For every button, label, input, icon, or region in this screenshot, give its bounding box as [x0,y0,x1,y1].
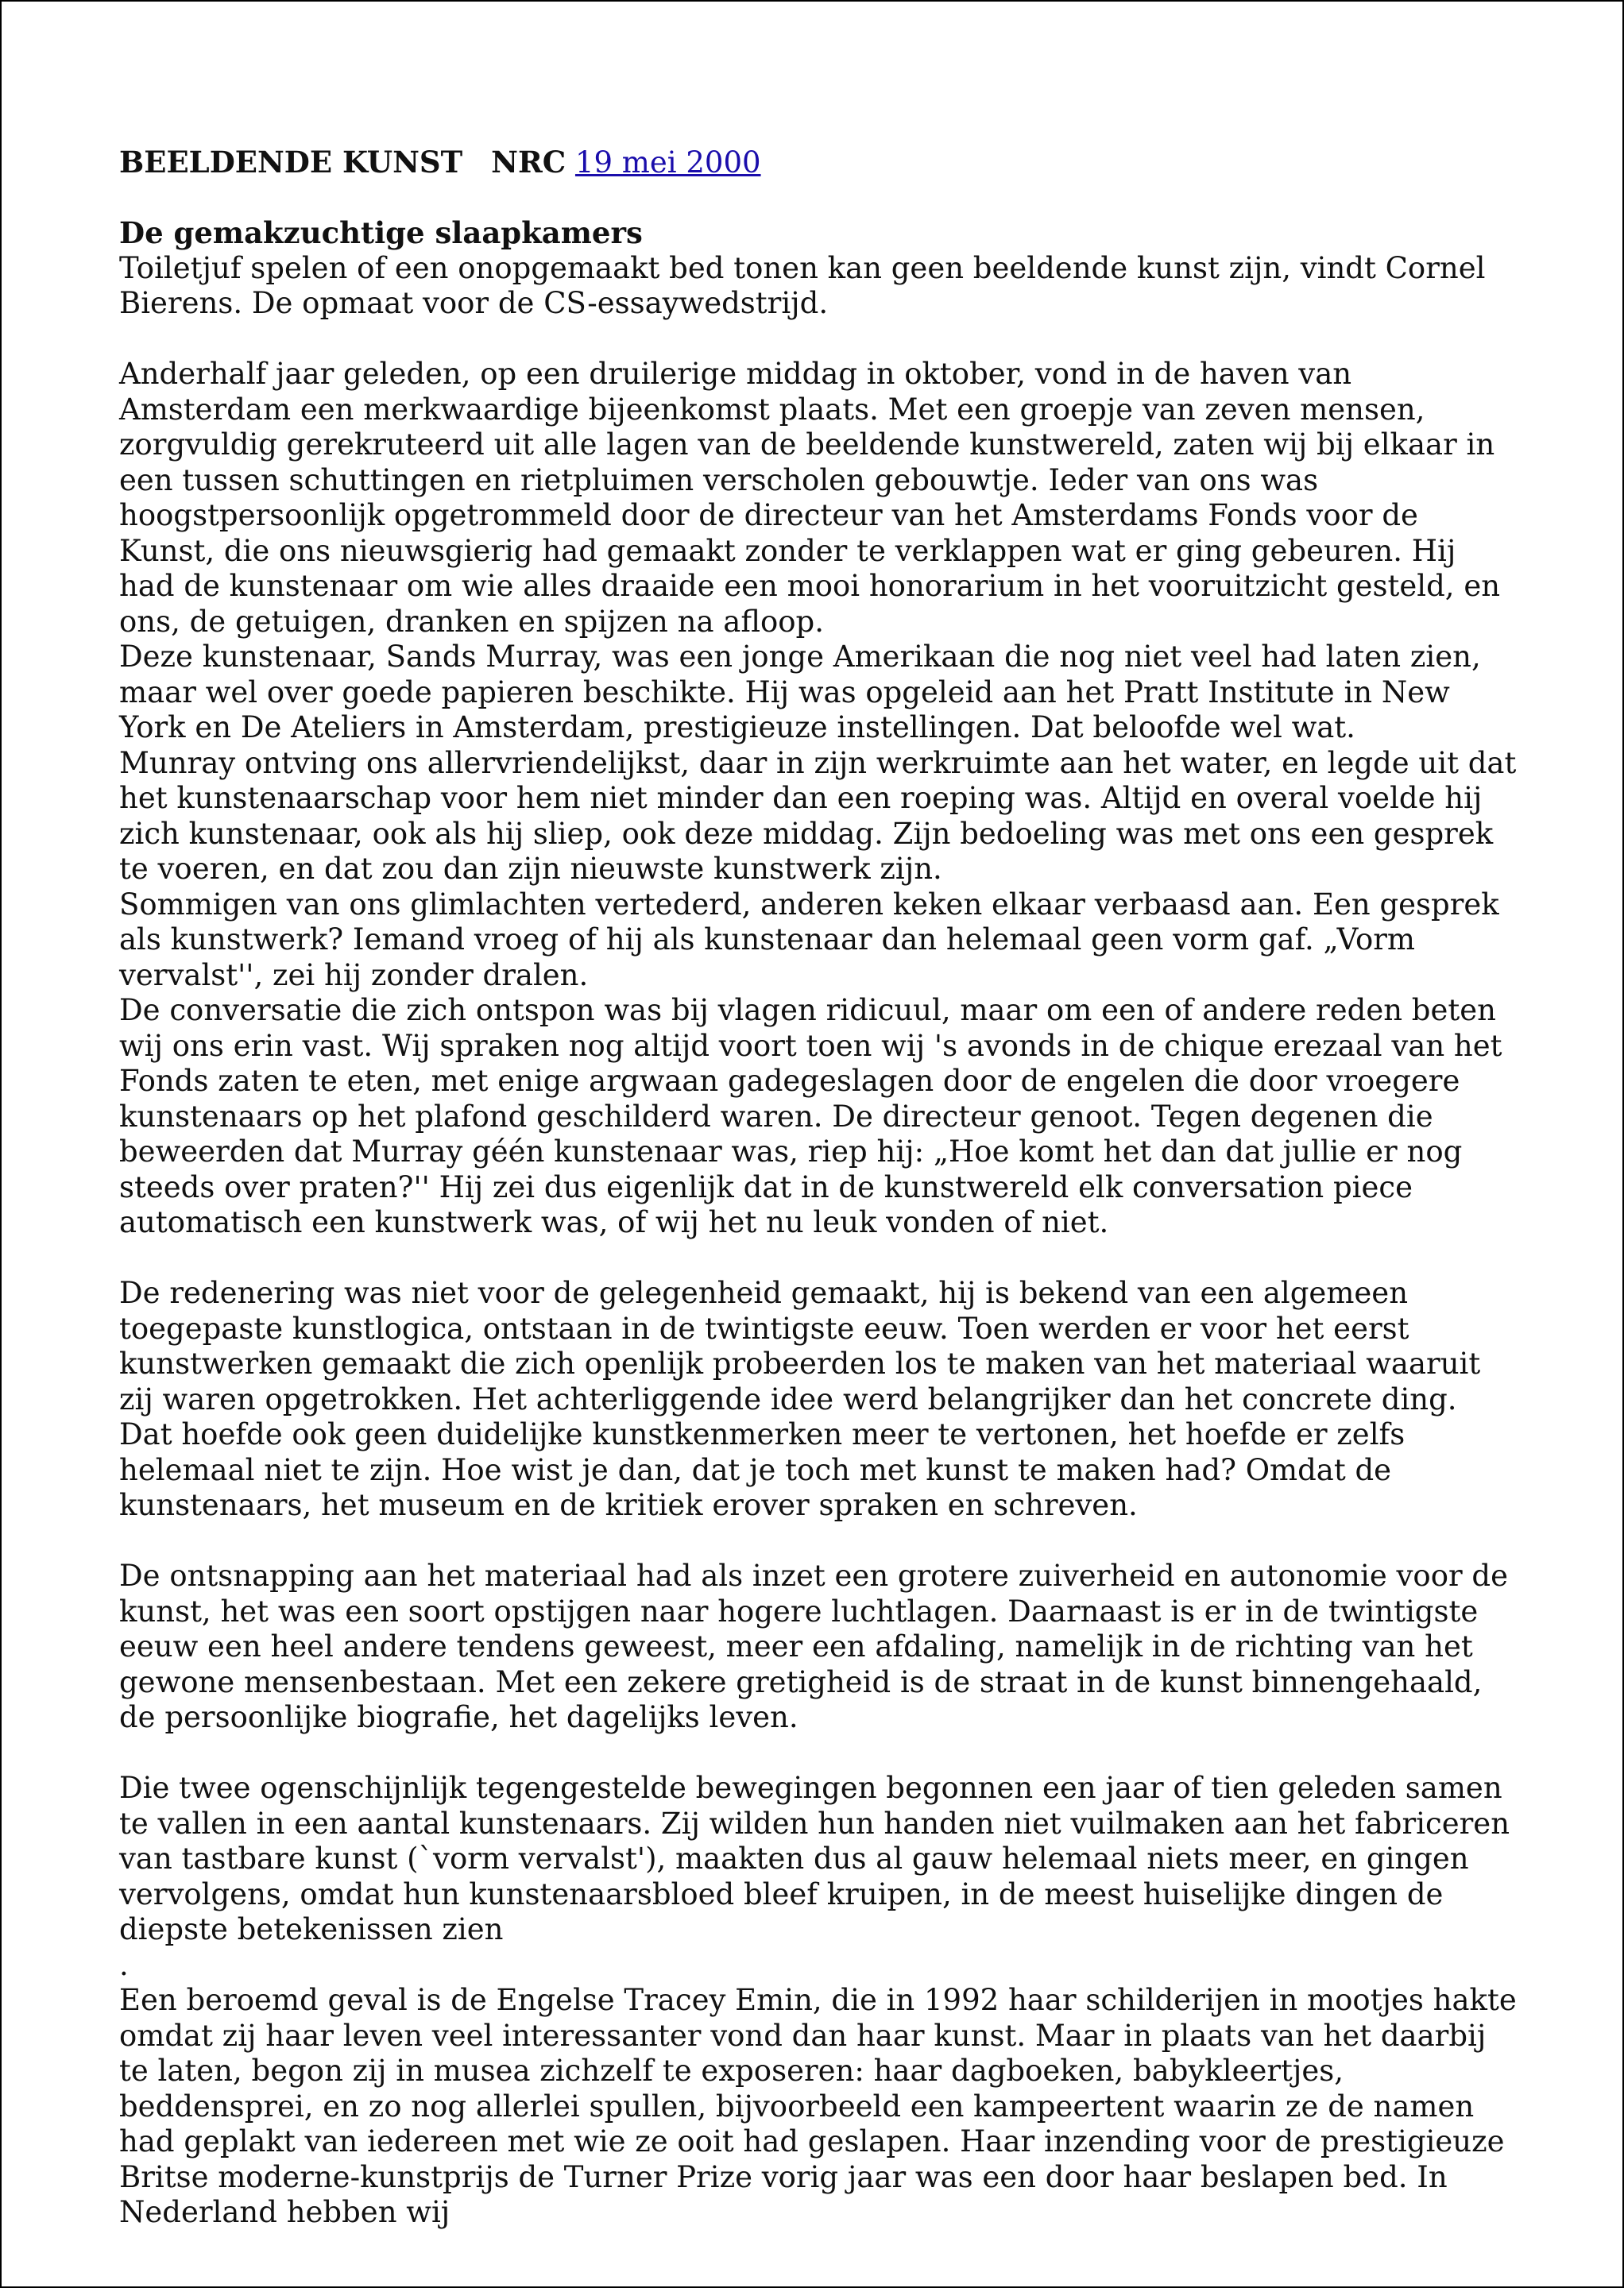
paragraph-4: Sommigen van ons glimlachten vertederd, anderen keken elkaar verbaasd aan. Een gesprek als kunstwerk? Iemand vroeg of hij als kunstenaar dan helemaal geen vorm gaf. „Vorm vervalst'', zei hij zonder dralen. [119,887,1499,992]
paragraph-7: De ontsnapping aan het materiaal had als inzet een grotere zuiverheid en autonomie voor de kunst, het was een soort opstijgen naar hogere luchtlagen. Daarnaast is er in de twintigste eeuw een heel andere tendens geweest, meer een afdaling, namelijk in de richting van het gewone mensenbestaan. Met een zekere gretigheid is de straat in de kunst binnengehaald, de persoonlijke biografie, het dagelijks leven. [119,1559,1508,1734]
paragraph-1: Anderhalf jaar geleden, op een druilerige middag in oktober, vond in de haven van Amsterdam een merkwaardige bijeenkomst plaats. Met een groepje van zeven mensen, zorgvuldig gerekruteerd uit alle lagen van de beeldende kunstwereld, zaten wij bij elkaar in een tussen schuttingen en rietpluimen verscholen gebouwtje. Ieder van ons was hoogstpersoonlijk opgetrommeld door de directeur van het Amsterdams Fonds voor de Kunst, die ons nieuwsgierig had gemaakt zonder te verklappen wat er ging gebeuren. Hij had de kunstenaar om wie alles draaide een mooi honorarium in het vooruitzicht gesteld, en ons, de getuigen, dranken en spijzen na afloop. [119,357,1501,639]
paragraph-2: Deze kunstenaar, Sands Murray, was een jonge Amerikaan die nog niet veel had laten zien, maar wel over goede papieren beschikte. Hij was opgeleid aan het Pratt Institute in New York en De Ateliers in Amsterdam, prestigieuze instellingen. Dat beloofde wel wat. [119,640,1481,744]
section-label: BEELDENDE KUNST [119,145,463,180]
article-lead: Toiletjuf spelen of een onopgemaakt bed tonen kan geen beeldende kunst zijn, vindt Cornel Bierens. De opmaat voor de CS-essaywedstrijd. [119,250,1486,320]
article-title: De gemakzuchtige slaapkamers [119,215,643,250]
paragraph-6: De redenering was niet voor de gelegenheid gemaakt, hij is bekend van een algemeen toegepaste kunstlogica, ontstaan in de twintigste eeuw. Toen werden er voor het eerst kunstwerken gemaakt die zich openlijk probeerden los te maken van het materiaal waaruit zij waren opgetrokken. Het achterliggende idee werd belangrijker dan het concrete ding. Dat hoefde ook geen duidelijke kunstkenmerken meer te vertonen, het hoefde er zelfs helemaal niet te zijn. Hoe wist je dan, dat je toch met kunst te maken had? Omdat de kunstenaars, het museum en de kritiek erover spraken en schreven. [119,1276,1481,1522]
masthead [119,145,1518,180]
date-link[interactable]: 19 mei 2000 [574,145,761,180]
source-label: NRC [491,145,566,180]
article-body [119,145,1518,2231]
paragraph-separator: . [119,1947,129,1982]
paragraph-9: Een beroemd geval is de Engelse Tracey Emin, die in 1992 haar schilderijen in mootjes hakte omdat zij haar leven veel interessanter vond dan haar kunst. Maar in plaats van het daarbij te laten, begon zij in musea zichzelf te exposeren: haar dagboeken, babykleertjes, beddensprei, en zo nog allerlei spullen, bijvoorbeeld een kampeertent waarin ze de namen had geplakt van iedereen met wie ze ooit had geslapen. Haar inzending voor de prestigieuze Britse moderne-kunstprijs de Turner Prize vorig jaar was een door haar beslapen bed. In Nederland hebben wij [119,1983,1517,2229]
paragraph-8: Die twee ogenschijnlijk tegengestelde bewegingen begonnen een jaar of tien geleden samen te vallen in een aantal kunstenaars. Zij wilden hun handen niet vuilmaken aan het fabriceren van tastbare kunst (`vorm vervalst'), maakten dus al gauw helemaal niets meer, en gingen vervolgens, omdat hun kunstenaarsbloed bleef kruipen, in de meest huiselijke dingen de diepste betekenissen zien [119,1771,1510,1946]
paragraph-5: De conversatie die zich ontspon was bij vlagen ridicuul, maar om een of andere reden beten wij ons erin vast. Wij spraken nog altijd voort toen wij 's avonds in de chique erezaal van het Fonds zaten te eten, met enige argwaan gadegeslagen door de engelen die door vroegere kunstenaars op het plafond geschilderd waren. De directeur genoot. Tegen degenen die beweerden dat Murray géén kunstenaar was, riep hij: „Hoe komt het dan dat jullie er nog steeds over praten?'' Hij zei dus eigenlijk dat in de kunstwereld elk conversation piece automatisch een kunstwerk was, of wij het nu leuk vonden of niet. [119,993,1502,1239]
paragraph-3: Munray ontving ons allervriendelijkst, daar in zijn werkruimte aan het water, en legde uit dat het kunstenaarschap voor hem niet minder dan een roeping was. Altijd en overal voelde hij zich kunstenaar, ook als hij sliep, ook deze middag. Zijn bedoeling was met ons een gesprek te voeren, en dat zou dan zijn nieuwste kunstwerk zijn. [119,745,1517,886]
